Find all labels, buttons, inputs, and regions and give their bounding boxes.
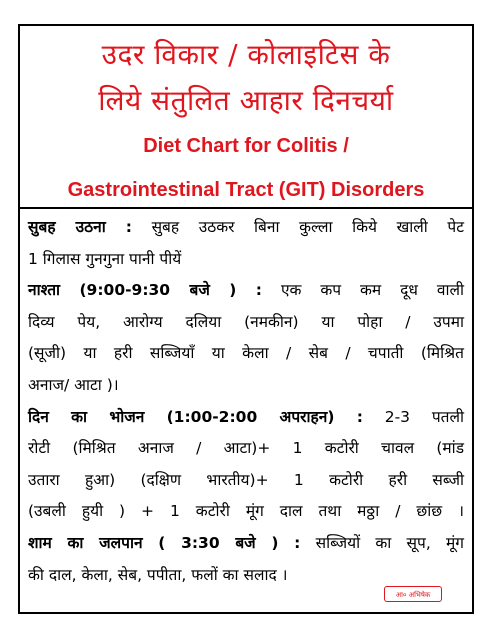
section-text: (सूजी) या हरी सब्जियाँ या केला / सेब / चपाती (मिश्रित	[28, 344, 464, 363]
section-text: सब्जियों का सूप, मूंग	[315, 533, 464, 552]
author-stamp: आ० अभिषेक	[384, 586, 442, 602]
section-text: (उबली हुयी ) + 1 कटोरी मूंग दाल तथा मठ्ठा / छांछ ।	[28, 502, 464, 521]
section-wakeup-line-1	[28, 212, 464, 244]
section-heading-snack: शाम का जलपान ( 3:30 बजे ) :	[28, 533, 301, 552]
section-lunch-line-2	[28, 433, 464, 465]
hindi-title-line-1: उदर विकार / कोलाइटिस के	[101, 38, 391, 71]
section-text: 1 गिलास गुनगुना पानी पीयें	[28, 249, 182, 268]
hindi-title-line-2: लिये संतुलित आहार दिनचर्या	[98, 84, 394, 117]
section-lunch-line-3	[28, 465, 464, 497]
section-text: एक कप कम दूध वाली	[280, 281, 464, 300]
section-lunch-line-4	[28, 496, 464, 528]
section-text: रोटी (मिश्रित अनाज / आटा)+ 1 कटोरी चावल (मांड	[28, 439, 464, 458]
section-text: 2-3 पतली	[384, 407, 464, 426]
section-breakfast-line-2	[28, 307, 464, 339]
section-heading-wakeup: सुबह उठना :	[28, 218, 132, 236]
english-title-line-2: Gastrointestinal Tract (GIT) Disorders	[67, 179, 425, 201]
section-heading-lunch: दिन का भोजन (1:00-2:00 अपराहन) :	[28, 407, 363, 426]
english-title-line-1: Diet Chart for Colitis /	[143, 135, 349, 157]
section-snack-line-1	[28, 528, 464, 560]
section-breakfast-line-1	[28, 275, 464, 307]
section-text: सुबह उठकर बिना कुल्ला किये खाली पेट	[151, 218, 465, 236]
diet-schedule	[28, 212, 464, 591]
section-wakeup-line-2	[28, 244, 464, 276]
section-text: अनाज/ आटा )।	[28, 375, 119, 394]
title-block	[20, 26, 472, 206]
section-text: की दाल, केला, सेब, पपीता, फलों का सलाद ।	[28, 565, 288, 584]
section-text: उतारा हुआ) (दक्षिण भारतीय)+ 1 कटोरी हरी सब्जी	[28, 470, 464, 489]
section-lunch-line-1	[28, 402, 464, 434]
section-breakfast-line-3	[28, 338, 464, 370]
section-text: दिव्य पेय, आरोग्य दलिया (नमकीन) या पोहा / उपमा	[28, 312, 464, 331]
section-heading-breakfast: नाश्ता (9:00-9:30 बजे ) :	[28, 281, 262, 300]
section-breakfast-line-4	[28, 370, 464, 402]
title-divider	[18, 207, 474, 209]
